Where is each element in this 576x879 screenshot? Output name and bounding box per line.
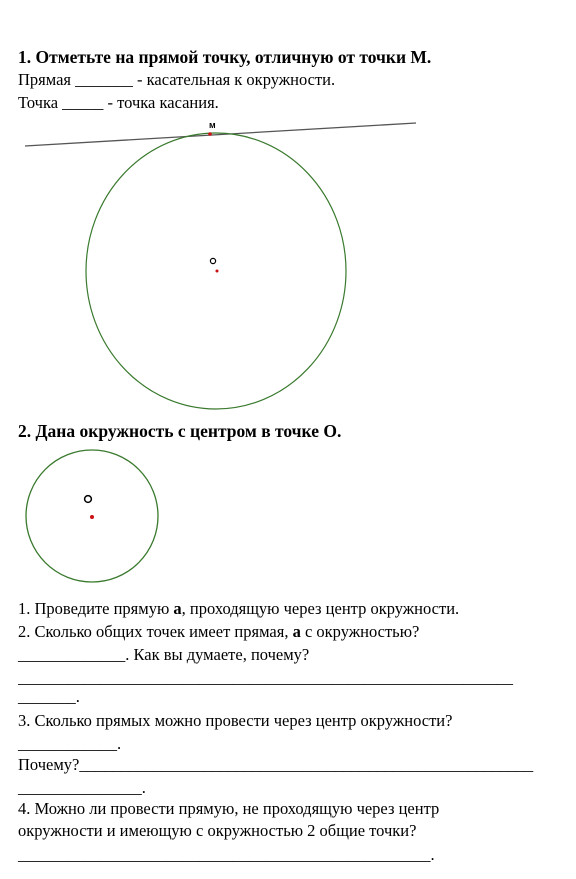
question-4-blank: __________________________________________________. (18, 845, 435, 864)
task2-center-dot (90, 515, 94, 519)
question-3-why: Почему?_______________________________________________________ (18, 755, 534, 774)
tangent-line (25, 123, 416, 146)
question-4-line2: окружности и имеющую с окружностью 2 общие точки? (18, 821, 417, 840)
question-1-text-end: , проходящую через центр окружности. (181, 599, 460, 618)
answer-blank-full: ____________________________________________________________ (18, 668, 513, 687)
question-3: 3. Сколько прямых можно провести через центр окружности? (18, 711, 453, 730)
task2-title: 2. Дана окружность с центром в точке О. (18, 421, 342, 441)
question-2-line-name: а (292, 622, 301, 641)
question-1-text-start: 1. Проведите прямую (18, 599, 174, 618)
tangent-point-dot (208, 132, 212, 136)
task1-center-dot (216, 270, 219, 273)
question-1-line-name: а (173, 599, 182, 618)
question-4-line1: 4. Можно ли провести прямую, не проходящую через центр (18, 799, 440, 818)
task1-line-point: Точка _____ - точка касания. (18, 93, 219, 112)
question-2-text-end: с окружностью? (300, 622, 420, 641)
answer-blank-why: _____________. Как вы думаете, почему? (18, 645, 310, 664)
question-3-blank: ____________. (18, 734, 122, 753)
task1-title: 1. Отметьте на прямой точку, отличную от точки М. (18, 47, 432, 67)
question-2 (18, 622, 419, 642)
question-2-text-start: 2. Сколько общих точек имеет прямая, (18, 622, 293, 641)
task2-center-marker (85, 496, 92, 503)
task1-center-marker (210, 258, 215, 263)
point-m-label: м (209, 120, 216, 130)
task1-line-tangent: Прямая _______ - касательная к окружности. (18, 70, 336, 89)
answer-blank-end: _______. (18, 687, 80, 706)
question-3-end: _______________. (18, 778, 146, 797)
question-1 (18, 599, 459, 619)
